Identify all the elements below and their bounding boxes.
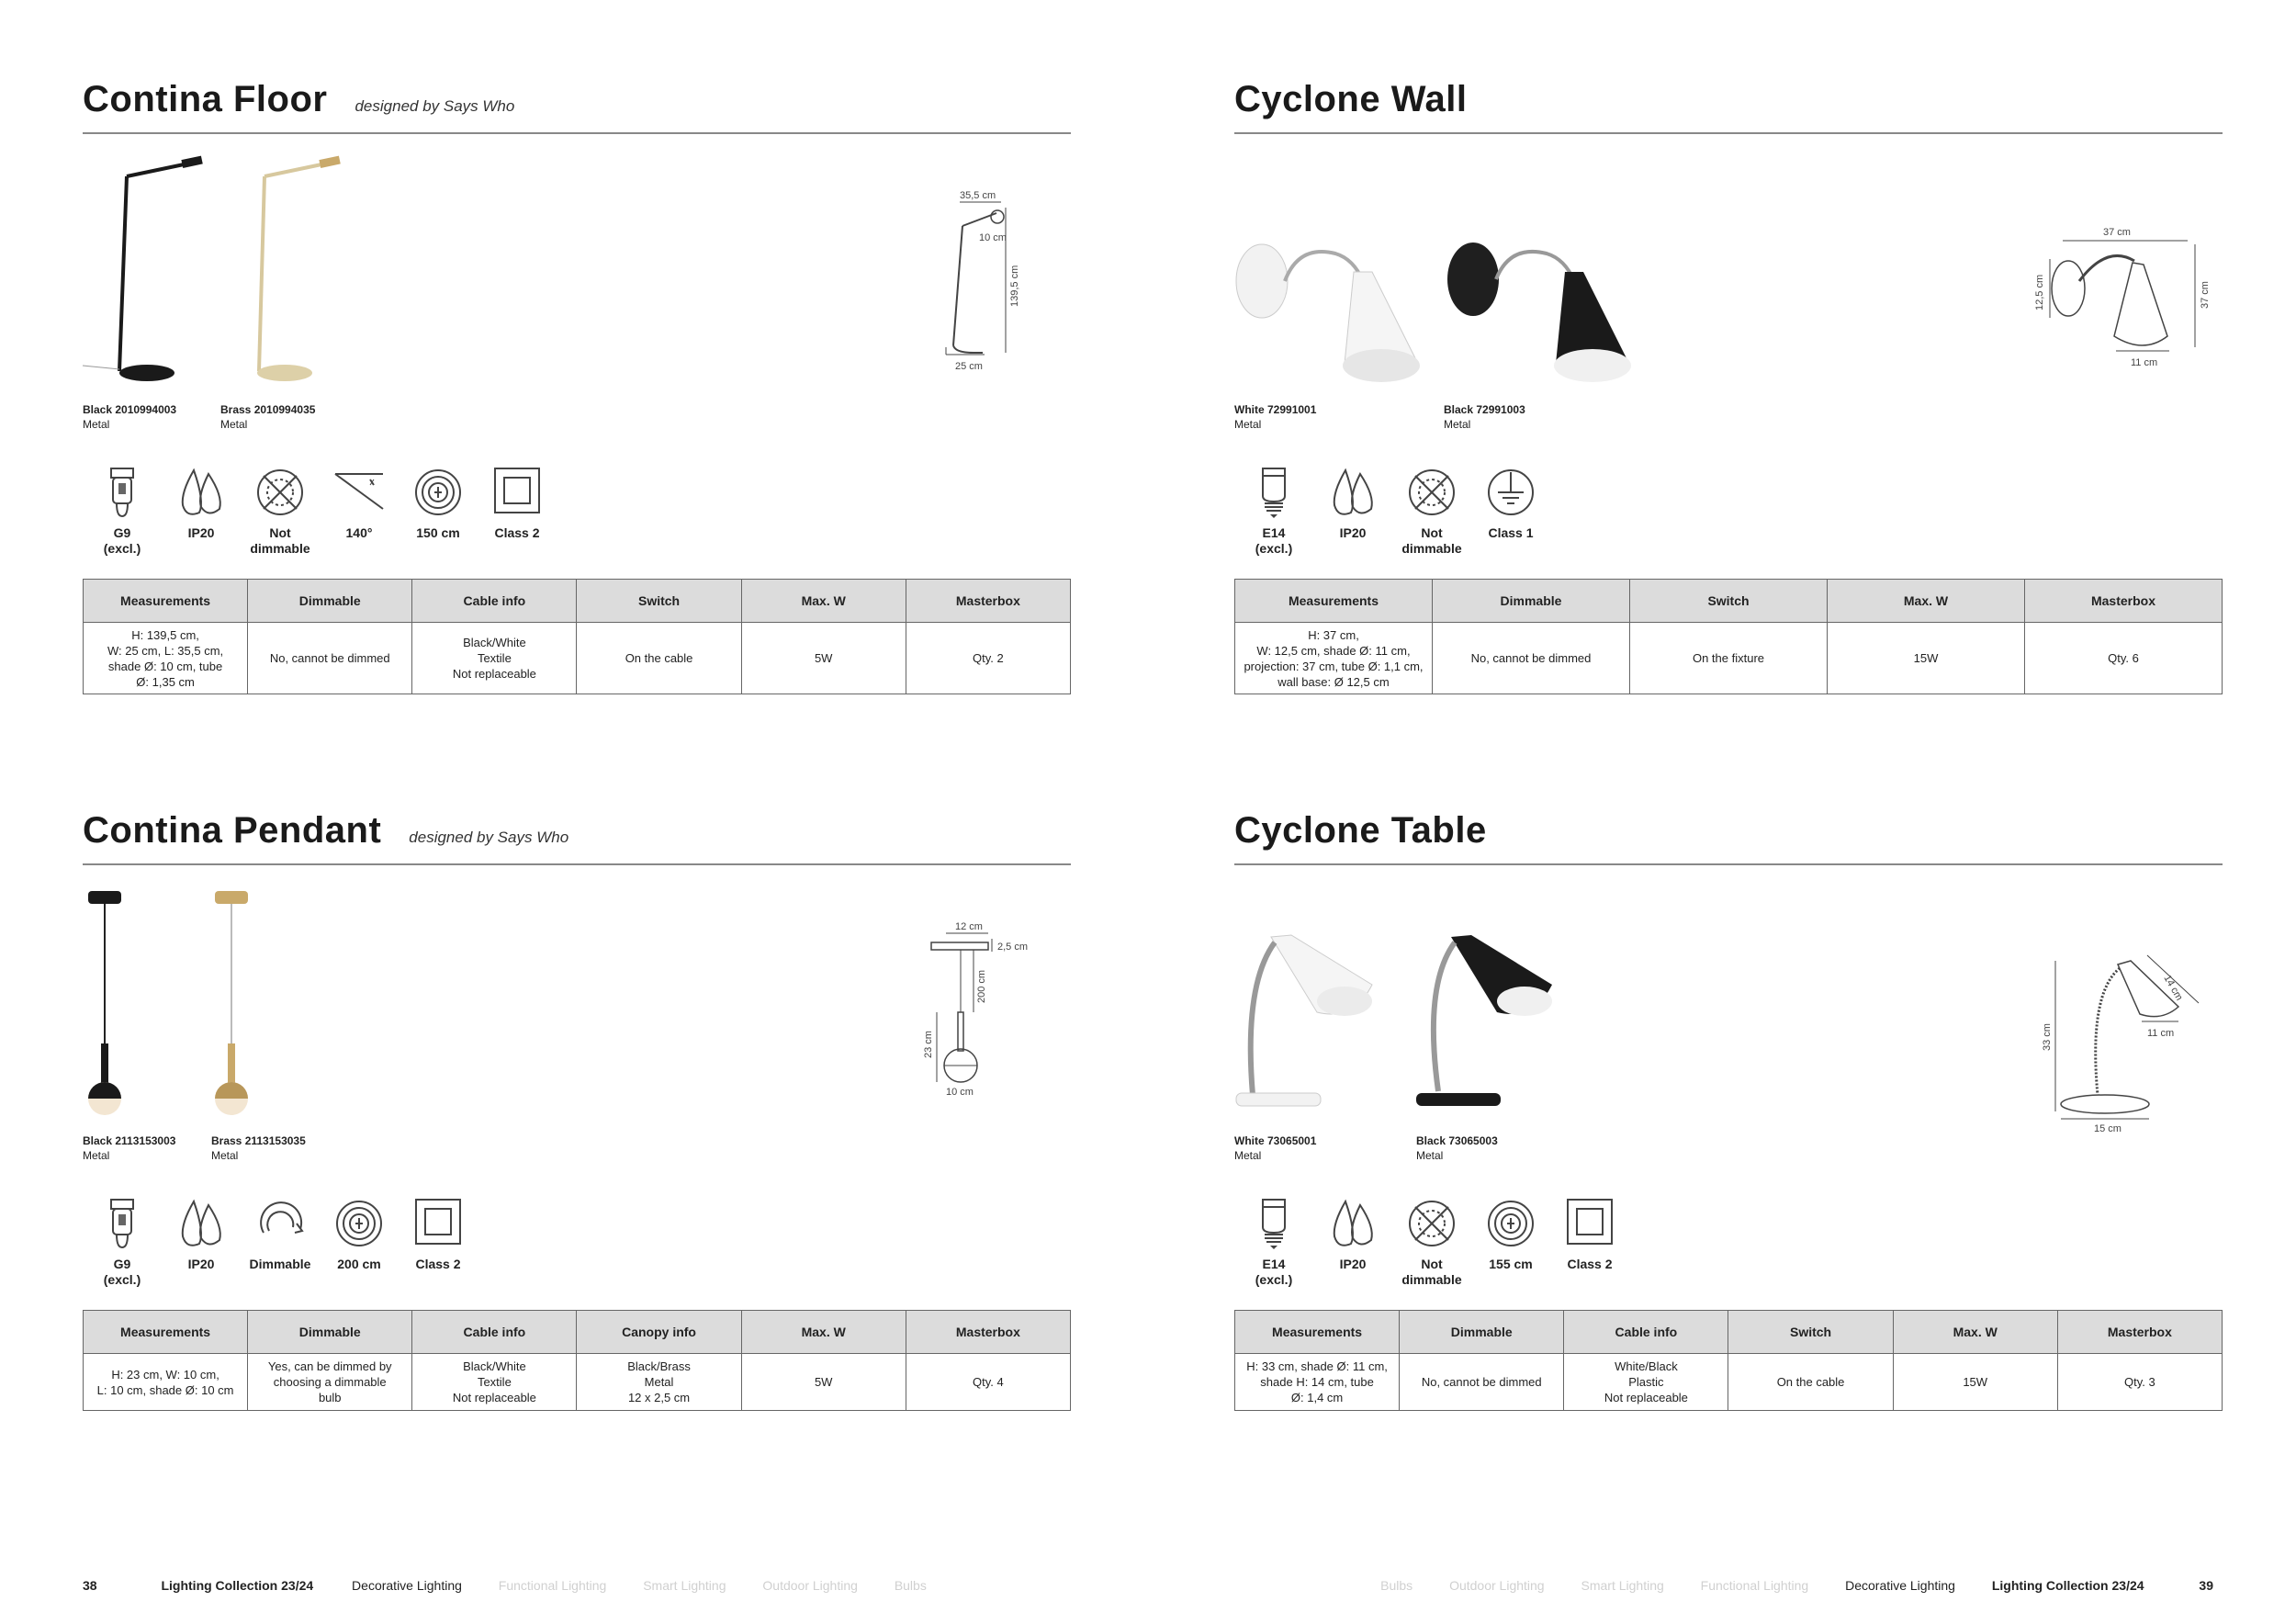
- title-row: [1234, 810, 1487, 865]
- g9-bulb-icon: [96, 1196, 148, 1253]
- feature-label: Class 2: [415, 1257, 461, 1271]
- variant-label: [1234, 402, 1316, 432]
- nav-bulbs[interactable]: Bulbs: [1380, 1578, 1413, 1593]
- nav-decorative-lighting[interactable]: Decorative Lighting: [352, 1578, 462, 1593]
- variant-material: Metal: [83, 1149, 110, 1162]
- table-cell: On the cable: [577, 623, 741, 694]
- table-header: Switch: [577, 580, 741, 623]
- title-divider: [1234, 132, 2223, 134]
- feature-label: Dimmable: [249, 1257, 311, 1271]
- feature-e14: [1234, 1196, 1313, 1288]
- table-cell: On the fixture: [1630, 623, 1828, 694]
- dimension-label: 10 cm: [979, 232, 1007, 243]
- dimension-label: 15 cm: [2094, 1123, 2122, 1134]
- feature-class1: [1471, 465, 1550, 557]
- table-cell: Qty. 2: [906, 623, 1070, 694]
- table-cell: Black/White Textile Not replaceable: [412, 1354, 577, 1411]
- feature-icons: [1234, 465, 1550, 557]
- floor-lamp-black-image: [83, 152, 211, 391]
- variant-label: [83, 1133, 175, 1163]
- product-title: Cyclone Table: [1234, 810, 1487, 851]
- feature-label: Not dimmable: [1401, 1257, 1462, 1287]
- dimension-drawing: [2024, 226, 2211, 391]
- not-dimmable-icon: [254, 465, 306, 522]
- title-row: [83, 810, 568, 865]
- table-cell: No, cannot be dimmed: [1433, 623, 1630, 694]
- feature-label: Class 2: [1567, 1257, 1613, 1271]
- nav-functional-lighting[interactable]: Functional Lighting: [498, 1578, 607, 1593]
- feature-cable-length: [320, 1196, 399, 1288]
- feature-e14: [1234, 465, 1313, 557]
- dimension-label: 12,5 cm: [2034, 274, 2045, 310]
- variant-code: White 72991001: [1234, 403, 1317, 416]
- spec-table: [1234, 579, 2223, 694]
- feature-cable-length: [1471, 1196, 1550, 1288]
- table-cell: White/Black Plastic Not replaceable: [1564, 1354, 1728, 1411]
- feature-label: Not dimmable: [1401, 525, 1462, 556]
- table-header: Cable info: [1564, 1311, 1728, 1354]
- nav-smart-lighting[interactable]: Smart Lighting: [1581, 1578, 1664, 1593]
- variant-label: [1444, 402, 1525, 432]
- table-cell: H: 139,5 cm, W: 25 cm, L: 35,5 cm, shade Ø: 10 cm, tube Ø: 1,35 cm: [84, 623, 248, 694]
- variant-material: Metal: [220, 418, 248, 431]
- cable-length-icon: [412, 465, 464, 522]
- page-number: 39: [2199, 1578, 2213, 1593]
- table-header-row: [84, 1311, 1071, 1354]
- table-header: Switch: [1728, 1311, 1893, 1354]
- table-header: Dimmable: [248, 1311, 412, 1354]
- table-row: [84, 1354, 1071, 1411]
- feature-label: IP20: [187, 1257, 215, 1271]
- product-title: Contina Floor: [83, 79, 328, 119]
- spec-table: [83, 579, 1071, 694]
- floor-lamp-brass-image: [220, 152, 349, 391]
- table-header: Measurements: [1235, 580, 1433, 623]
- dimension-label: 37 cm: [2200, 281, 2211, 309]
- table-header: Max. W: [1828, 580, 2025, 623]
- feature-angle: [320, 465, 399, 557]
- ip20-icon: [175, 465, 227, 522]
- feature-label: IP20: [1339, 525, 1367, 540]
- feature-class2: [399, 1196, 478, 1288]
- table-header: Dimmable: [248, 580, 412, 623]
- title-divider: [1234, 863, 2223, 865]
- variant-material: Metal: [211, 1149, 239, 1162]
- variant-label: [1416, 1133, 1498, 1163]
- designer-subtitle: designed by Says Who: [409, 829, 569, 846]
- table-lamp-white-image: [1234, 920, 1381, 1122]
- product-title: Cyclone Wall: [1234, 79, 1468, 119]
- table-header: Dimmable: [1433, 580, 1630, 623]
- class2-icon: [491, 465, 543, 522]
- table-header: Switch: [1630, 580, 1828, 623]
- table-cell: Qty. 3: [2057, 1354, 2222, 1411]
- table-cell: Black/Brass Metal 12 x 2,5 cm: [577, 1354, 741, 1411]
- ip20-icon: [175, 1196, 227, 1253]
- feature-class2: [1550, 1196, 1629, 1288]
- variant-label: [211, 1133, 306, 1163]
- e14-bulb-icon: [1248, 1196, 1300, 1253]
- table-header-row: [1235, 1311, 2223, 1354]
- feature-dimmable: [241, 1196, 320, 1288]
- dimension-label: 12 cm: [955, 921, 983, 932]
- table-cell: 15W: [1828, 623, 2025, 694]
- feature-label: 200 cm: [337, 1257, 381, 1271]
- variant-material: Metal: [1234, 418, 1262, 431]
- variant-label: [1234, 1133, 1316, 1163]
- table-row: [1235, 1354, 2223, 1411]
- table-header: Cable info: [412, 1311, 577, 1354]
- table-header: Max. W: [1893, 1311, 2057, 1354]
- dimension-drawing: [909, 189, 1056, 373]
- title-row: [1234, 79, 1467, 134]
- dimension-label: 23 cm: [923, 1031, 934, 1058]
- variant-code: Brass 2113153035: [211, 1134, 306, 1147]
- wall-lamp-black-image: [1446, 235, 1648, 391]
- dimension-label: 14 cm: [2161, 973, 2185, 1003]
- nav-outdoor-lighting[interactable]: Outdoor Lighting: [762, 1578, 858, 1593]
- feature-label: IP20: [187, 525, 215, 540]
- feature-label: G9 (excl.): [103, 525, 141, 556]
- dimmable-icon: [254, 1196, 306, 1253]
- dimension-label: 37 cm: [2103, 227, 2131, 238]
- dimension-label: 35,5 cm: [960, 190, 996, 201]
- page-number: 38: [83, 1578, 97, 1593]
- variant-code: White 73065001: [1234, 1134, 1317, 1147]
- wall-lamp-white-image: [1234, 235, 1436, 391]
- feature-ip20: [162, 465, 241, 557]
- nav-functional-lighting[interactable]: Functional Lighting: [1700, 1578, 1809, 1593]
- table-cell: H: 37 cm, W: 12,5 cm, shade Ø: 11 cm, projection: 37 cm, tube Ø: 1,1 cm, wall base: Ø 12,5 cm: [1235, 623, 1433, 694]
- feature-label: 155 cm: [1489, 1257, 1533, 1271]
- angle-icon: [333, 465, 385, 522]
- ip20-icon: [1327, 465, 1379, 522]
- class2-icon: [1564, 1196, 1615, 1253]
- pendant-brass-image: [209, 887, 264, 1122]
- variant-material: Metal: [1444, 418, 1471, 431]
- feature-label: 150 cm: [416, 525, 460, 540]
- ip20-icon: [1327, 1196, 1379, 1253]
- table-header: Measurements: [84, 1311, 248, 1354]
- table-cell: H: 33 cm, shade Ø: 11 cm, shade H: 14 cm, tube Ø: 1,4 cm: [1235, 1354, 1400, 1411]
- dimension-label: 200 cm: [976, 969, 987, 1003]
- nav-decorative-lighting[interactable]: Decorative Lighting: [1845, 1578, 1955, 1593]
- table-header: Measurements: [1235, 1311, 1400, 1354]
- table-header: Measurements: [84, 580, 248, 623]
- table-header: Masterbox: [906, 580, 1070, 623]
- cable-length-icon: [333, 1196, 385, 1253]
- variant-code: Black 2113153003: [83, 1134, 176, 1147]
- table-cell: Yes, can be dimmed by choosing a dimmable bulb: [248, 1354, 412, 1411]
- variant-label: [220, 402, 315, 432]
- table-cell: 5W: [741, 623, 906, 694]
- dimension-label: 25 cm: [955, 361, 983, 372]
- table-cell: Black/White Textile Not replaceable: [412, 623, 577, 694]
- cable-length-icon: [1485, 1196, 1536, 1253]
- not-dimmable-icon: [1406, 1196, 1458, 1253]
- collection-label: Lighting Collection 23/24: [1991, 1578, 2144, 1593]
- feature-label: 140°: [345, 525, 373, 540]
- dimension-label: 11 cm: [2147, 1028, 2175, 1039]
- feature-class2: [478, 465, 557, 557]
- designer-subtitle: designed by Says Who: [355, 97, 515, 115]
- variant-material: Metal: [1416, 1149, 1444, 1162]
- feature-ip20: [1313, 465, 1392, 557]
- title-row: [83, 79, 514, 134]
- class2-icon: [412, 1196, 464, 1253]
- feature-icons: [83, 1196, 478, 1288]
- table-header: Masterbox: [2025, 580, 2223, 623]
- variant-code: Black 2010994003: [83, 403, 177, 416]
- title-divider: [83, 132, 1071, 134]
- table-cell: No, cannot be dimmed: [248, 623, 412, 694]
- dimension-drawing: [909, 920, 1075, 1098]
- feature-cable-length: [399, 465, 478, 557]
- variant-label: [83, 402, 176, 432]
- product-title: Contina Pendant: [83, 810, 382, 851]
- feature-label: Class 2: [494, 525, 540, 540]
- table-header: Dimmable: [1400, 1311, 1564, 1354]
- nav-outdoor-lighting[interactable]: Outdoor Lighting: [1449, 1578, 1545, 1593]
- table-header: Masterbox: [2057, 1311, 2222, 1354]
- feature-label: E14 (excl.): [1255, 525, 1293, 556]
- nav-smart-lighting[interactable]: Smart Lighting: [643, 1578, 726, 1593]
- feature-label: Class 1: [1488, 525, 1534, 540]
- table-cell: No, cannot be dimmed: [1400, 1354, 1564, 1411]
- dimension-label: 139,5 cm: [1009, 265, 1020, 307]
- dimension-label: 33 cm: [2042, 1023, 2053, 1051]
- pendant-black-image: [83, 887, 138, 1122]
- nav-bulbs[interactable]: Bulbs: [894, 1578, 927, 1593]
- collection-label: Lighting Collection 23/24: [161, 1578, 314, 1593]
- table-header: Max. W: [741, 1311, 906, 1354]
- table-cell: On the cable: [1728, 1354, 1893, 1411]
- variant-material: Metal: [1234, 1149, 1262, 1162]
- table-header: Masterbox: [906, 1311, 1070, 1354]
- table-header-row: [1235, 580, 2223, 623]
- table-header: Cable info: [412, 580, 577, 623]
- table-header-row: [84, 580, 1071, 623]
- feature-not-dimmable: [241, 465, 320, 557]
- variant-material: Metal: [83, 418, 110, 431]
- class1-icon: [1485, 465, 1536, 522]
- dimension-label: 11 cm: [2131, 357, 2158, 368]
- feature-icons: [1234, 1196, 1629, 1288]
- feature-g9: [83, 465, 162, 557]
- feature-label: G9 (excl.): [103, 1257, 141, 1287]
- feature-icons: [83, 465, 557, 557]
- spec-table: [83, 1310, 1071, 1411]
- dimension-label: 2,5 cm: [997, 942, 1029, 953]
- title-divider: [83, 863, 1071, 865]
- feature-label: IP20: [1339, 1257, 1367, 1271]
- table-cell: H: 23 cm, W: 10 cm, L: 10 cm, shade Ø: 10 cm: [84, 1354, 248, 1411]
- feature-not-dimmable: [1392, 465, 1471, 557]
- table-cell: 5W: [741, 1354, 906, 1411]
- feature-ip20: [162, 1196, 241, 1288]
- e14-bulb-icon: [1248, 465, 1300, 522]
- table-row: [84, 623, 1071, 694]
- g9-bulb-icon: [96, 465, 148, 522]
- dimension-drawing: [2024, 948, 2208, 1132]
- feature-label: E14 (excl.): [1255, 1257, 1293, 1287]
- feature-g9: [83, 1196, 162, 1288]
- feature-ip20: [1313, 1196, 1392, 1288]
- table-lamp-black-image: [1414, 920, 1561, 1122]
- table-cell: 15W: [1893, 1354, 2057, 1411]
- table-header: Max. W: [741, 580, 906, 623]
- table-cell: Qty. 6: [2025, 623, 2223, 694]
- variant-code: Brass 2010994035: [220, 403, 316, 416]
- variant-code: Black 72991003: [1444, 403, 1525, 416]
- dimension-label: 10 cm: [946, 1087, 974, 1098]
- feature-not-dimmable: [1392, 1196, 1471, 1288]
- table-header: Canopy info: [577, 1311, 741, 1354]
- not-dimmable-icon: [1406, 465, 1458, 522]
- footer-right: [1380, 1578, 2213, 1593]
- table-row: [1235, 623, 2223, 694]
- table-cell: Qty. 4: [906, 1354, 1070, 1411]
- variant-code: Black 73065003: [1416, 1134, 1498, 1147]
- feature-label: Not dimmable: [250, 525, 310, 556]
- footer-left: [83, 1578, 927, 1593]
- spec-table: [1234, 1310, 2223, 1411]
